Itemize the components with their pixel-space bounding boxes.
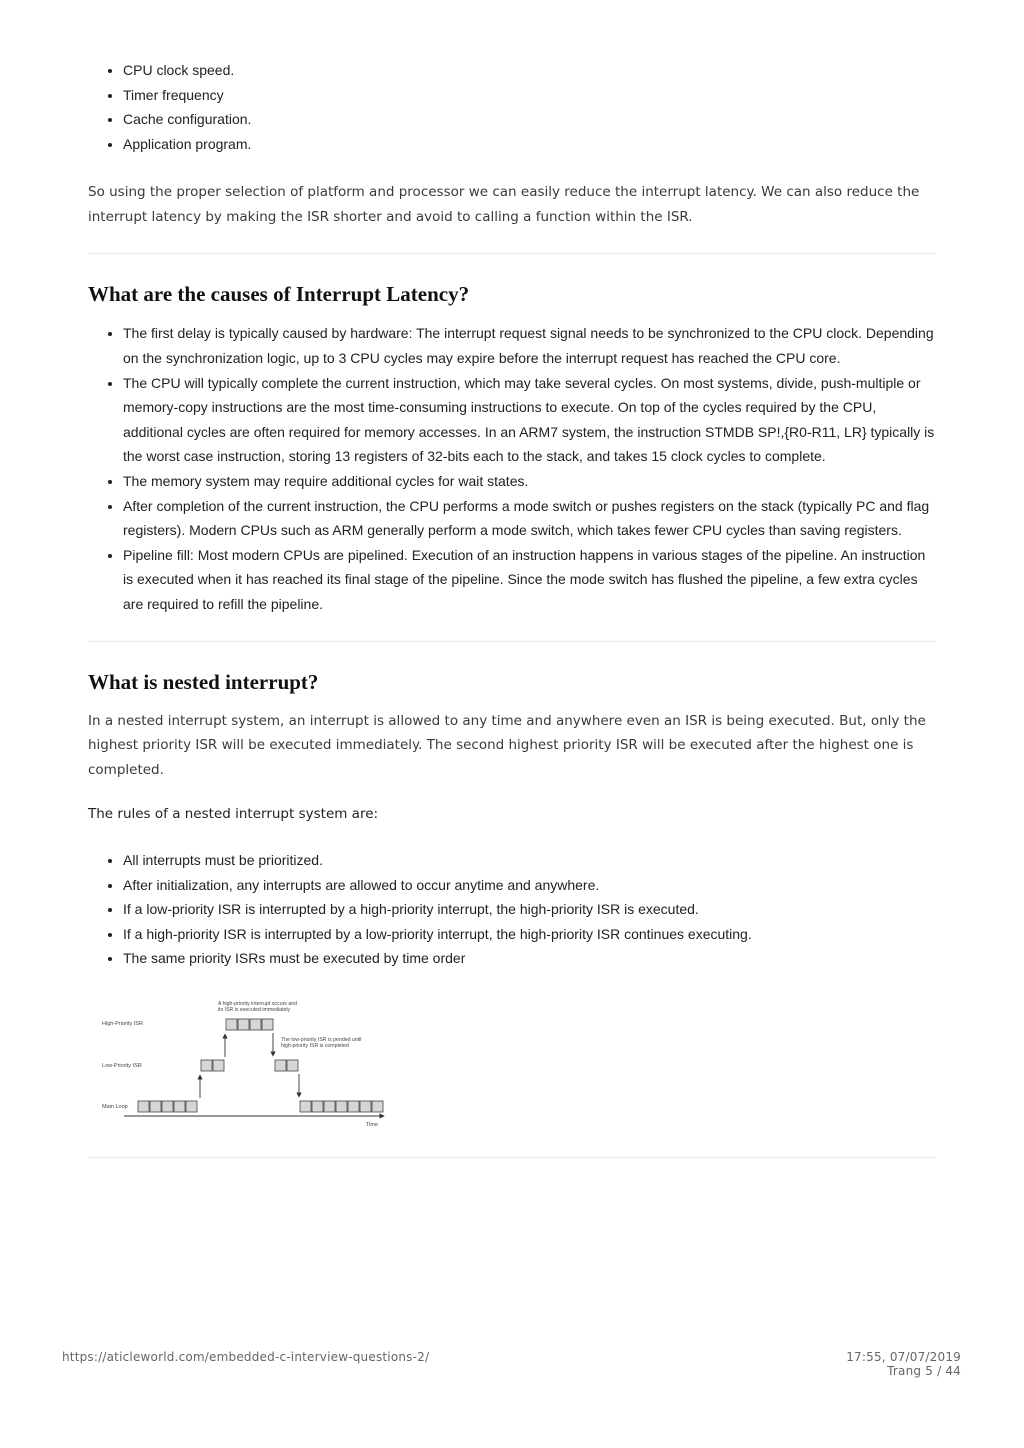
list-item: • The first delay is typically caused by hardware: The interrupt request signal needs to be synchronized to the CPU clock. Depending on the synchronization logic, up to 3 CPU cycles may expire before the interrupt request has reached the CPU core. <box>123 321 936 370</box>
list-item: • Cache configuration. <box>123 107 936 132</box>
low-isr-block <box>287 1060 298 1071</box>
low-isr-block <box>213 1060 224 1071</box>
main-loop-block <box>348 1101 359 1112</box>
article-content <box>88 58 936 1158</box>
note-high-line2: its ISR is executed immediately <box>218 1006 291 1013</box>
latency-factors-list <box>88 58 936 156</box>
list-item: • After initialization, any interrupts are allowed to occur anytime and anywhere. <box>123 873 936 898</box>
label-high-priority: High-Priority ISR <box>102 1020 143 1027</box>
main-loop-block <box>312 1101 323 1112</box>
label-low-priority: Low-Priority ISR <box>102 1062 142 1069</box>
footer-datetime: 17:55, 07/07/2019 <box>846 1350 961 1364</box>
section-divider <box>88 253 936 254</box>
high-isr-block <box>250 1019 261 1030</box>
list-item: • If a low-priority ISR is interrupted by a high-priority interrupt, the high-priority ISR is executed. <box>123 897 936 922</box>
rules-intro <box>88 806 936 822</box>
section-heading-nested: What is nested interrupt? <box>88 669 319 694</box>
main-loop-block <box>186 1101 197 1112</box>
list-item: • All interrupts must be prioritized. <box>123 848 936 873</box>
main-loop-block <box>336 1101 347 1112</box>
list-item: • Pipeline fill: Most modern CPUs are pipelined. Execution of an instruction happens in various stages of the pipeline. An instruction is executed when it has reached its final stage of the pipeline. Since the mode switch has flushed the pipeline, a few extra cycles are required to refill the pipeline. <box>123 543 936 617</box>
note-high-line1: A high-priority interrupt occurs and <box>218 1000 298 1007</box>
footer-page-number: Trang 5 / 44 <box>887 1364 961 1378</box>
main-loop-block <box>324 1101 335 1112</box>
nested-paragraph: In a nested interrupt system, an interrupt is allowed to any time and anywhere even an ISR is being executed. But, only the highest priority ISR will be executed immediately. The second highest priority ISR will be executed after the highest one is completed. <box>88 712 926 778</box>
section-divider <box>88 641 936 642</box>
label-main-loop: Main Loop <box>102 1103 128 1110</box>
footer-url: https://aticleworld.com/embedded-c-interview-questions-2/ <box>62 1350 430 1364</box>
main-loop-block <box>150 1101 161 1112</box>
causes-list <box>88 321 936 616</box>
list-item: • If a high-priority ISR is interrupted by a low-priority interrupt, the high-priority ISR continues executing. <box>123 922 936 947</box>
main-loop-block <box>300 1101 311 1112</box>
list-item: • After completion of the current instruction, the CPU performs a mode switch or pushes registers on the stack (typically PC and flag registers). Modern CPUs such as ARM generally perform a mode switch, which takes fewer CPU cycles than saving registers. <box>123 494 936 543</box>
note-low-line1: The low-priority ISR is pended until <box>281 1036 362 1043</box>
note-low-line2: high-priority ISR is completed <box>281 1042 349 1049</box>
main-loop-block <box>138 1101 149 1112</box>
nested-interrupt-diagram <box>100 997 400 1137</box>
list-item: • Timer frequency <box>123 83 936 108</box>
rules-colon: : <box>373 806 379 822</box>
section-divider <box>88 1157 936 1158</box>
footer-info <box>846 1350 961 1378</box>
main-loop-block <box>360 1101 371 1112</box>
list-item: • The memory system may require additional cycles for wait states. <box>123 469 936 494</box>
high-isr-block <box>238 1019 249 1030</box>
list-item: • The CPU will typically complete the current instruction, which may take several cycles. On most systems, divide, push-multiple or memory-copy instructions are the most time-consuming instructions to execute. On top of the cycles required by the CPU, additional cycles are often required for memory accesses. In an ARM7 system, the instruction STMDB SP!,{R0-R11, LR} typically is the worst case instruction, storing 13 registers of 32-bits each to the stack, and takes 15 clock cycles to complete. <box>123 371 936 469</box>
list-item: • CPU clock speed. <box>123 58 936 83</box>
low-isr-block <box>275 1060 286 1071</box>
main-loop-block <box>372 1101 383 1112</box>
rules-label: The rules of a nested interrupt system are <box>88 806 374 822</box>
list-item: • Application program. <box>123 132 936 157</box>
high-isr-block <box>226 1019 237 1030</box>
list-item: • The same priority ISRs must be executed by time order <box>123 946 936 971</box>
intro-paragraph: So using the proper selection of platform and processor we can easily reduce the interrupt latency. We can also reduce the interrupt latency by making the ISR shorter and avoid to calling a function within the ISR. <box>88 184 920 225</box>
low-isr-block <box>201 1060 212 1071</box>
rules-list <box>88 848 936 971</box>
main-loop-block <box>174 1101 185 1112</box>
section-heading-causes: What are the causes of Interrupt Latency? <box>88 282 470 307</box>
main-loop-block <box>162 1101 173 1112</box>
high-isr-block <box>262 1019 273 1030</box>
label-time: Time <box>366 1121 379 1128</box>
